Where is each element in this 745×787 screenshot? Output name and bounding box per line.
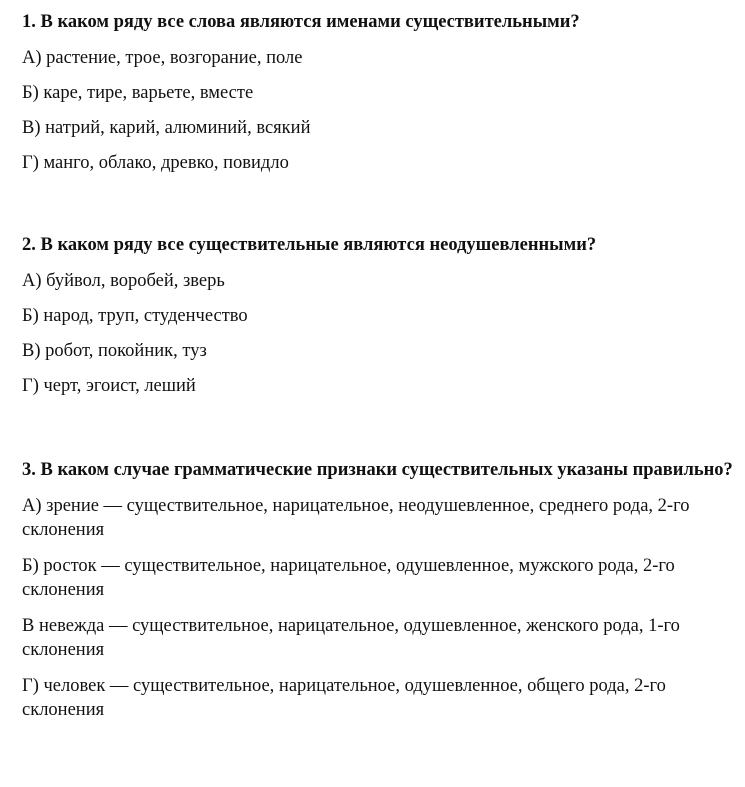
question-text: В каком ряду все слова являются именами существительными? — [40, 12, 580, 32]
answer-option-d: Г) человек — существительное, нарицательное, одушевленное, общего рода, 2-го склонения — [22, 676, 666, 720]
question-3 — [22, 458, 737, 734]
answer-option-b: Б) каре, тире, варьете, вместе — [22, 83, 254, 103]
answer-option-a: А) зрение — существительное, нарицательное, неодушевленное, среднего рода, 2-го склонения — [22, 496, 690, 540]
question-number: 2. — [22, 235, 36, 255]
answer-option-d: Г) манго, облако, древко, повидло — [22, 153, 289, 173]
question-number: 3. — [22, 460, 36, 480]
question-text: В каком случае грамматические признаки существительных указаны правильно? — [40, 460, 733, 480]
question-2 — [22, 233, 737, 409]
answer-option-a: А) растение, трое, возгорание, поле — [22, 48, 303, 68]
question-number: 1. — [22, 12, 36, 32]
question-text: В каком ряду все существительные являются неодушевленными? — [40, 235, 597, 255]
answer-option-c: В) натрий, карий, алюминий, всякий — [22, 118, 311, 138]
question-title — [22, 458, 737, 482]
answer-option-d: Г) черт, эгоист, леший — [22, 376, 196, 396]
question-title — [22, 10, 737, 34]
answer-option-a: А) буйвол, воробей, зверь — [22, 271, 225, 291]
answer-option-c: В невежда — существительное, нарицательное, одушевленное, женского рода, 1-го склонения — [22, 616, 680, 660]
question-1 — [22, 10, 737, 186]
question-title — [22, 233, 737, 257]
answer-option-c: В) робот, покойник, туз — [22, 341, 207, 361]
answer-option-b: Б) росток — существительное, нарицательное, одушевленное, мужского рода, 2-го склонения — [22, 556, 675, 600]
answer-option-b: Б) народ, труп, студенчество — [22, 306, 248, 326]
